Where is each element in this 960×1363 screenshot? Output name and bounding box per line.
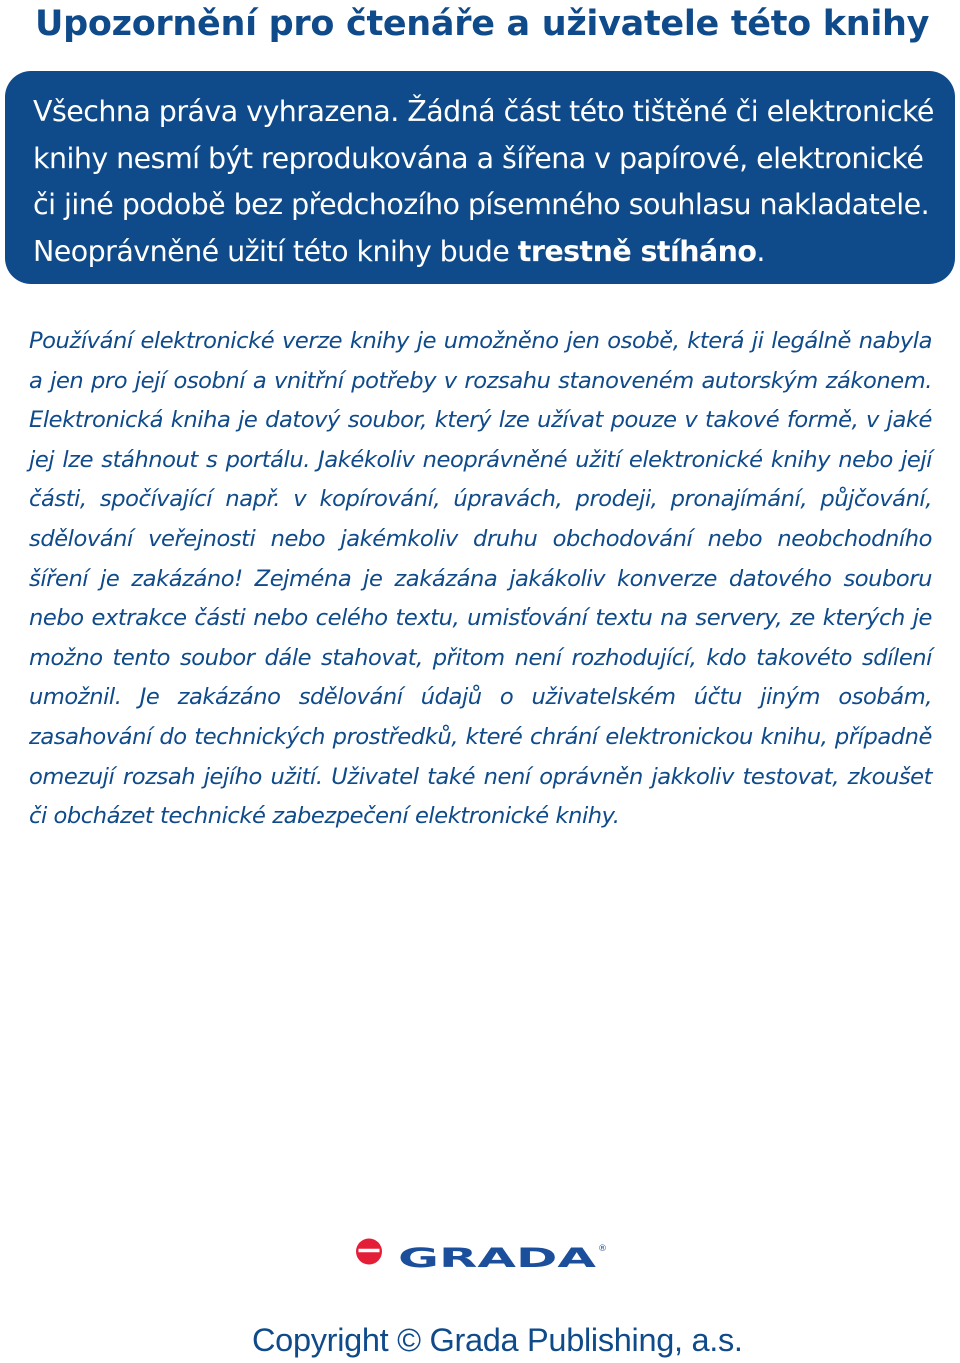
rights-notice-box: [5, 71, 955, 284]
grada-logo: [355, 1236, 610, 1274]
copyright-notice: Copyright © Grada Publishing, a.s.: [252, 1322, 743, 1358]
prosecution-emphasis: trestně stíháno: [517, 234, 757, 268]
rights-text-end: .: [756, 234, 765, 268]
grada-logo-text: GRADA: [398, 1243, 597, 1274]
ebook-usage-terms: Používání elektronické verze knihy je umožněno jen osobě, která ji legálně nabyla a jen pro její osobní a vnitřní potřeby v rozsahu stanoveném autorským zákonem. Elektronická kniha je datový soubor, který lze užívat pouze v takové formě, v jaké jej lze stáhnout s portálu. Jakékoliv neoprávněné užití elektronické knihy nebo její části, spočívající např. v kopírování, úpravách, prodeji, pronajímání, půjčování, sdělování veřejnosti nebo jakémkoliv druhu obchodování nebo neobchodního šíření je zakázáno! Zejména je zakázána jakákoliv konverze datového souboru nebo extrakce části nebo celého textu, umisťování textu na servery, ze kterých je možno tento soubor dále stahovat, přitom není rozhodující, kdo takovéto sdílení umožnil. Je zakázáno sdělování údajů o uživatelském účtu jiným osobám, zasahování do technických prostředků, které chrání elektronickou knihu, případně omezují rozsah jejího užití. Uživatel také není oprávněn jakkoliv testovat, zkoušet či obcházet technické zabezpečení elektronické knihy.: [29, 328, 932, 830]
rights-text: Všechna práva vyhrazena. Žádná část této tištěné či elektronické knihy nesmí být reprodukována a šířena v papírové, elektronické či jiné podobě bez předchozího písemného souhlasu nakladatele. Neoprávněné užití této knihy bude: [33, 95, 934, 268]
rights-notice-text: [33, 89, 935, 275]
page-title: Upozornění pro čtenáře a uživatele této knihy: [35, 4, 930, 44]
registered-mark: ®: [598, 1244, 607, 1254]
grada-logo-mark-icon: [356, 1239, 382, 1265]
